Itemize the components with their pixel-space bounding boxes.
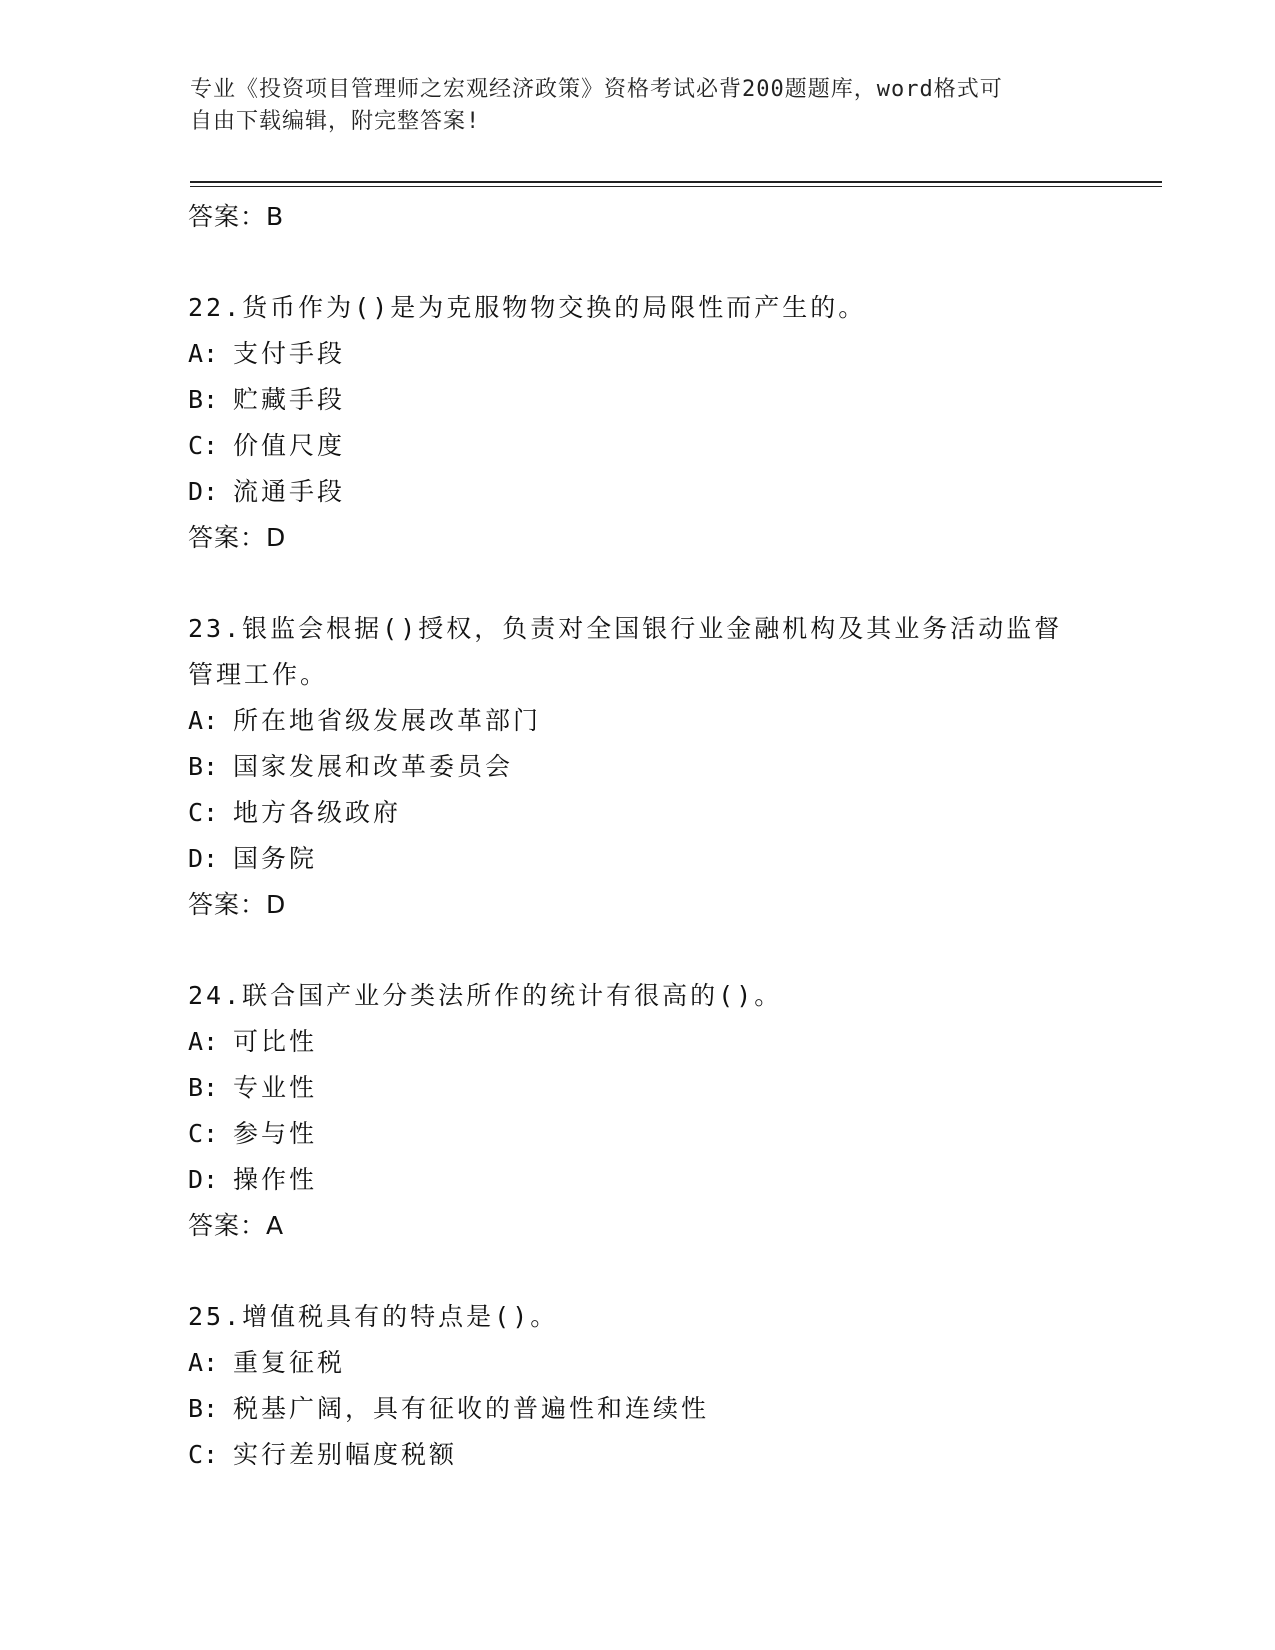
answer-24: 答案：A xyxy=(188,1211,285,1240)
option-b xyxy=(188,1386,1088,1432)
option-key: D: xyxy=(188,1165,219,1194)
document-body xyxy=(188,194,1088,1478)
option-key: D: xyxy=(188,844,219,873)
header-rule-thin xyxy=(190,186,1162,187)
option-b xyxy=(188,1065,1088,1111)
option-text: 国家发展和改革委员会 xyxy=(233,752,514,781)
question-text: 23.银监会根据()授权，负责对全国银行业金融机构及其业务活动监督 xyxy=(188,614,1063,643)
question-text: 25.增值税具有的特点是()。 xyxy=(188,1302,559,1331)
option-text: 参与性 xyxy=(233,1119,318,1148)
option-text: 可比性 xyxy=(233,1027,318,1056)
spacer xyxy=(188,240,1088,285)
option-key: D: xyxy=(188,477,219,506)
option-key: B: xyxy=(188,385,219,414)
option-key: C: xyxy=(188,1440,219,1469)
spacer xyxy=(188,928,1088,973)
option-text: 实行差别幅度税额 xyxy=(233,1440,458,1469)
option-a xyxy=(188,331,1088,377)
option-a xyxy=(188,698,1088,744)
option-text: 所在地省级发展改革部门 xyxy=(233,706,542,735)
option-d xyxy=(188,836,1088,882)
option-c xyxy=(188,790,1088,836)
option-c xyxy=(188,1111,1088,1157)
question-text: 24.联合国产业分类法所作的统计有很高的()。 xyxy=(188,981,783,1010)
option-key: C: xyxy=(188,1119,219,1148)
header-line-1: 专业《投资项目管理师之宏观经济政策》资格考试必背200题题库，word格式可 xyxy=(190,77,1003,102)
answer-23: 答案：D xyxy=(188,890,287,919)
option-c xyxy=(188,423,1088,469)
option-key: C: xyxy=(188,798,219,827)
spacer xyxy=(188,1249,1088,1294)
option-key: B: xyxy=(188,752,219,781)
question-block-25 xyxy=(188,1294,1088,1478)
option-key: A: xyxy=(188,1027,219,1056)
answer-22: 答案：D xyxy=(188,523,287,552)
option-text: 支付手段 xyxy=(233,339,346,368)
spacer xyxy=(188,561,1088,606)
option-key: A: xyxy=(188,339,219,368)
option-text: 贮藏手段 xyxy=(233,385,346,414)
question-block-23 xyxy=(188,606,1088,928)
option-key: A: xyxy=(188,1348,219,1377)
option-text: 流通手段 xyxy=(233,477,346,506)
option-key: C: xyxy=(188,431,219,460)
option-text: 操作性 xyxy=(233,1165,318,1194)
question-block-22 xyxy=(188,285,1088,561)
question-block-24 xyxy=(188,973,1088,1249)
option-d xyxy=(188,469,1088,515)
option-text: 价值尺度 xyxy=(233,431,346,460)
header-rule-thick xyxy=(190,181,1162,183)
option-text: 地方各级政府 xyxy=(233,798,402,827)
option-a xyxy=(188,1019,1088,1065)
document-header xyxy=(190,74,1090,138)
question-text: 22.货币作为()是为克服物物交换的局限性而产生的。 xyxy=(188,293,867,322)
option-b xyxy=(188,744,1088,790)
option-c xyxy=(188,1432,1088,1478)
option-key: A: xyxy=(188,706,219,735)
option-text: 国务院 xyxy=(233,844,318,873)
option-d xyxy=(188,1157,1088,1203)
option-key: B: xyxy=(188,1394,219,1423)
header-line-2: 自由下载编辑，附完整答案! xyxy=(190,109,481,134)
option-a xyxy=(188,1340,1088,1386)
option-text: 重复征税 xyxy=(233,1348,346,1377)
option-text: 税基广阔，具有征收的普遍性和连续性 xyxy=(233,1394,710,1423)
option-key: B: xyxy=(188,1073,219,1102)
question-text-cont: 管理工作。 xyxy=(188,660,329,689)
answer-21: 答案：B xyxy=(188,202,285,231)
option-text: 专业性 xyxy=(233,1073,318,1102)
option-b xyxy=(188,377,1088,423)
